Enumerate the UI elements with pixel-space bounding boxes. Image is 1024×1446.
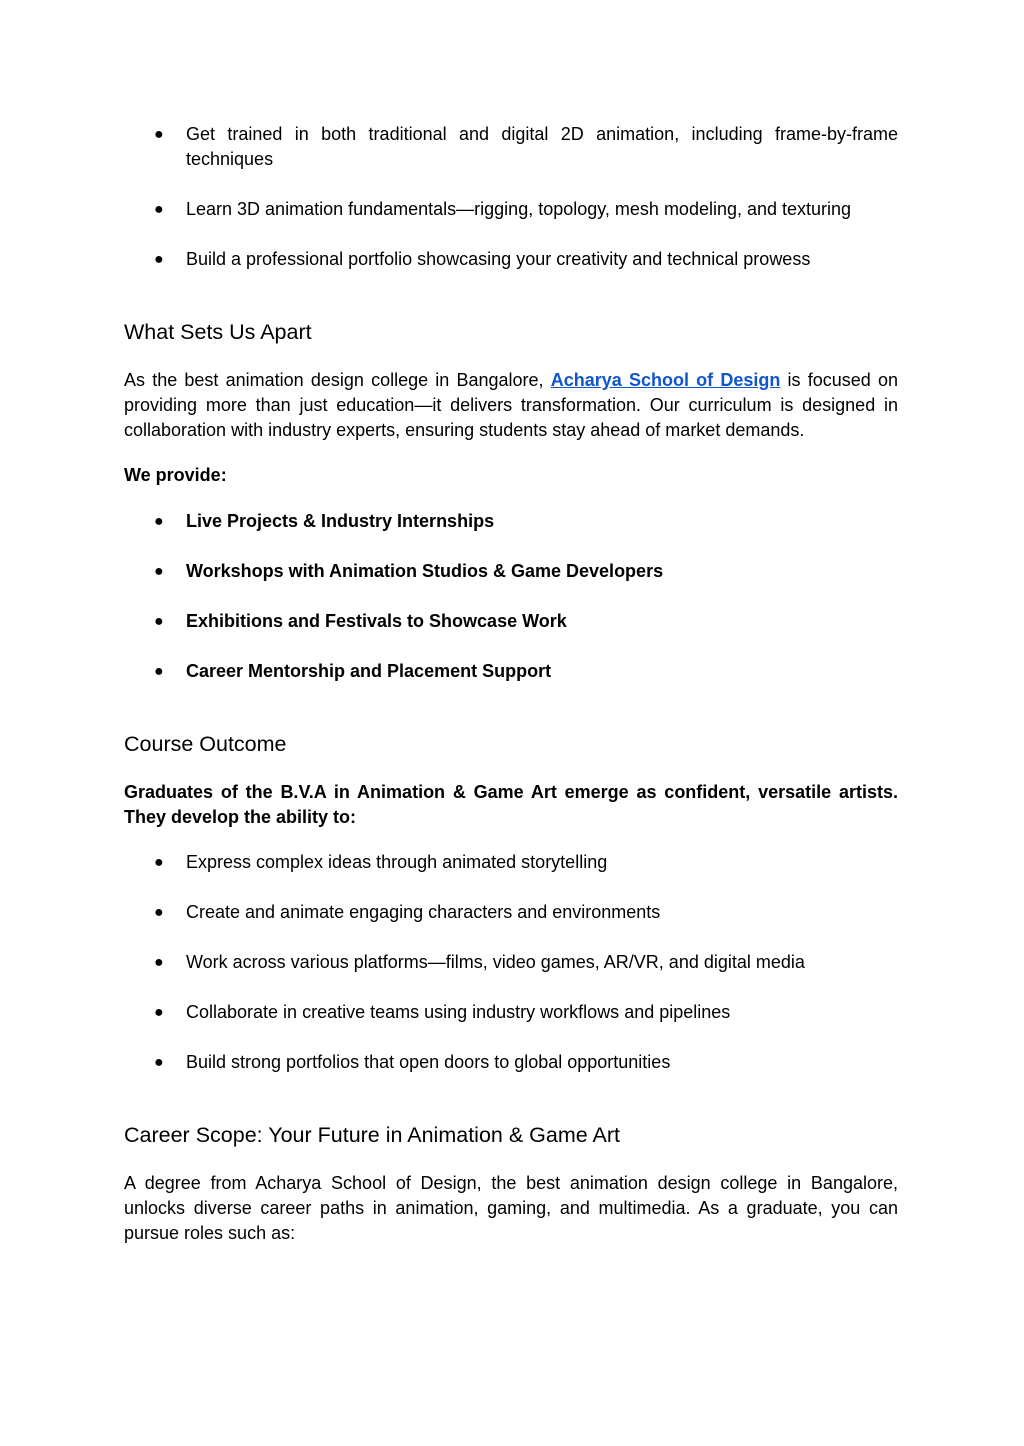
list-item: [124, 900, 898, 925]
bullet-icon: ●: [154, 201, 164, 218]
list-item-text: Build a professional portfolio showcasing your creativity and technical prowess: [186, 249, 811, 269]
bullet-icon: ●: [154, 126, 164, 143]
list-item: [124, 950, 898, 975]
list-item-text: Get trained in both traditional and digital 2D animation, including frame-by-frame techniques: [186, 124, 898, 169]
list-item: [124, 850, 898, 875]
list-item: [124, 609, 898, 634]
list-item-text: Create and animate engaging characters and environments: [186, 902, 661, 922]
list-item: [124, 1000, 898, 1025]
list-item-text: Build strong portfolios that open doors to global opportunities: [186, 1052, 671, 1072]
section-heading-career-scope: Career Scope: Your Future in Animation & Game Art: [124, 1123, 620, 1147]
bullet-icon: ●: [154, 663, 164, 680]
bullet-icon: ●: [154, 954, 164, 971]
list-item: [124, 659, 898, 684]
bullet-icon: ●: [154, 563, 164, 580]
we-provide-label: We provide:: [124, 465, 227, 485]
section-heading-sets-apart: What Sets Us Apart: [124, 320, 312, 344]
list-item-text: Learn 3D animation fundamentals—rigging, topology, mesh modeling, and texturing: [186, 199, 852, 219]
list-item-text: Workshops with Animation Studios & Game Developers: [186, 561, 664, 581]
intro-bullet-list: [124, 122, 898, 272]
bullet-icon: ●: [154, 854, 164, 871]
outcome-bullet-list: [124, 850, 898, 1075]
list-item-text: Career Mentorship and Placement Support: [186, 661, 552, 681]
acharya-school-link[interactable]: Acharya School of Design: [550, 370, 781, 390]
career-scope-paragraph: A degree from Acharya School of Design, the best animation design college in Bangalore, unlocks diverse career paths in animation, gaming, and multimedia. As a graduate, you can pursue roles such as:: [124, 1173, 898, 1243]
list-item-text: Work across various platforms—films, video games, AR/VR, and digital media: [186, 952, 805, 972]
bullet-icon: ●: [154, 1054, 164, 1071]
section-heading-course-outcome: Course Outcome: [124, 732, 287, 756]
list-item-text: Exhibitions and Festivals to Showcase Work: [186, 611, 567, 631]
bullet-icon: ●: [154, 1004, 164, 1021]
bullet-icon: ●: [154, 251, 164, 268]
provide-bullet-list: [124, 509, 898, 684]
list-item: [124, 247, 898, 272]
list-item: [124, 197, 898, 222]
paragraph-text: As the best animation design college in Bangalore,: [124, 370, 551, 390]
bullet-icon: ●: [154, 904, 164, 921]
list-item-text: Collaborate in creative teams using industry workflows and pipelines: [186, 1002, 731, 1022]
paragraph-text: is focused on providing more than just education—it delivers transformation. Our curriculum is designed in collaboration with industry experts, ensuring students stay ahead of market demands.: [124, 370, 898, 440]
bullet-icon: ●: [154, 613, 164, 630]
list-item: [124, 1050, 898, 1075]
list-item-text: Express complex ideas through animated storytelling: [186, 852, 608, 872]
list-item: [124, 122, 898, 172]
list-item: [124, 559, 898, 584]
course-outcome-intro: Graduates of the B.V.A in Animation & Game Art emerge as confident, versatile artists. They develop the ability to:: [124, 782, 898, 827]
list-item: [124, 509, 898, 534]
sets-apart-paragraph: [124, 368, 898, 443]
bullet-icon: ●: [154, 513, 164, 530]
list-item-text: Live Projects & Industry Internships: [186, 511, 495, 531]
